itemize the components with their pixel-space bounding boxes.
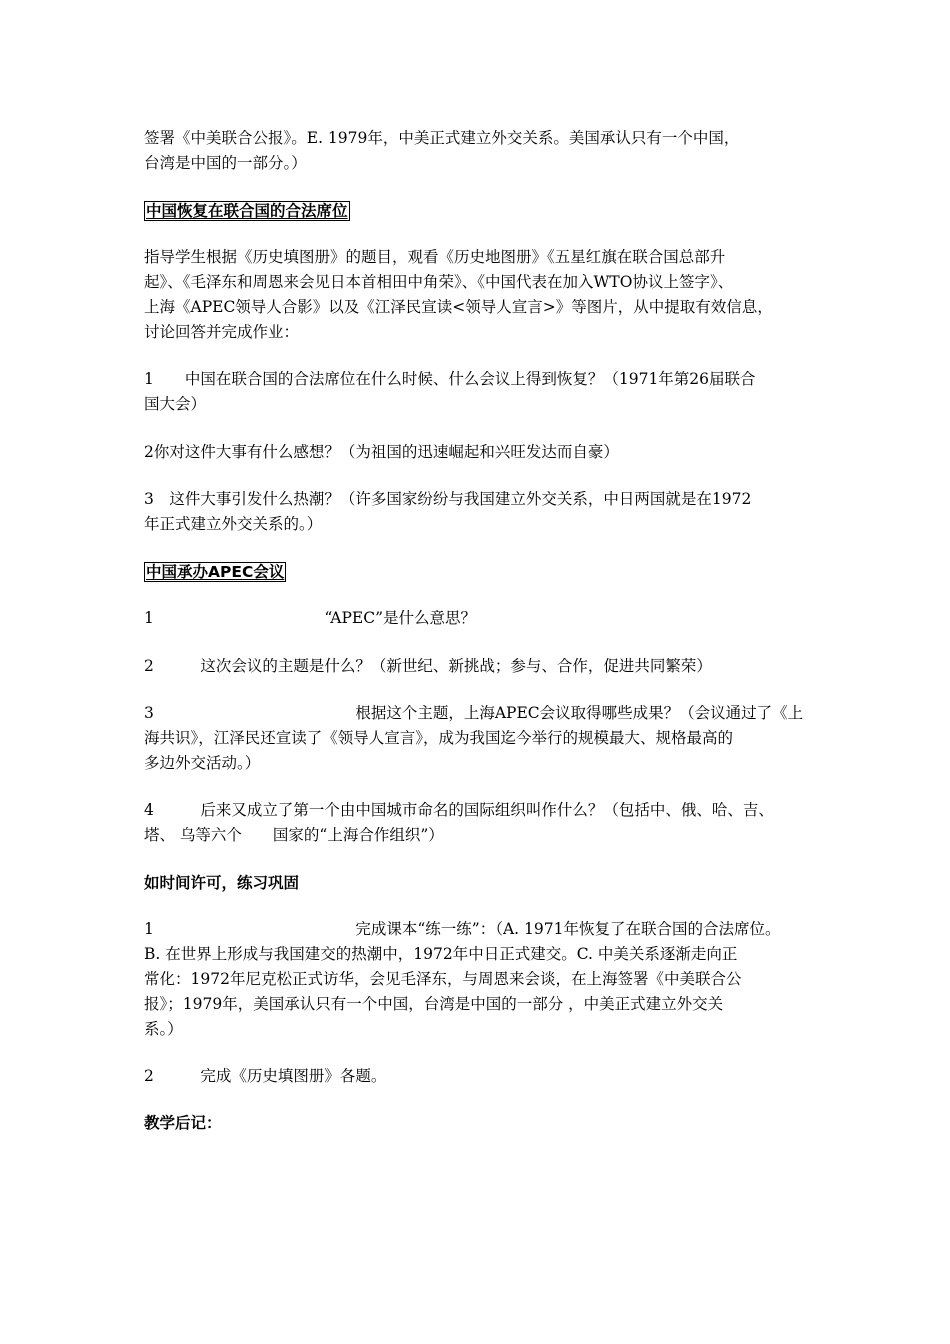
s2-question-4-line-1: 4 后来又成立了第一个由中国城市命名的国际组织叫作什么？（包括中、俄、哈、吉、	[144, 801, 774, 819]
section-heading-practice: 如时间许可，练习巩固	[144, 874, 300, 892]
s1-question-1-line-2: 国大会）	[144, 395, 207, 413]
s2-question-4-line-2: 塔、 乌等六个 国家的“上海合作组织”）	[144, 826, 444, 844]
section-heading-un-seat-text: 中国恢复在联合国的合法席位	[146, 202, 348, 220]
s2-question-3-line-3: 多边外交活动。）	[144, 754, 261, 772]
s3-question-1-line-1: 1 完成课本“练一练”：（A. 1971年恢复了在联合国的合法席位。	[144, 920, 781, 938]
guide-line-1: 指导学生根据《历史填图册》的题目，观看《历史地图册》《五星红旗在联合国总部升	[144, 248, 726, 266]
section-heading-un-seat	[144, 201, 350, 221]
s3-question-2: 2 完成《历史填图册》各题。	[144, 1067, 387, 1085]
s2-question-3-line-2: 海共识》，江泽民还宣读了《领导人宣言》，成为我国迄今举行的规模最大、规格最高的	[144, 729, 734, 747]
s2-question-1: 1 “APEC”是什么意思？	[144, 609, 477, 627]
s1-question-3-line-1: 3 这件大事引发什么热潮？（许多国家纷纷与我国建立外交关系，中日两国就是在1972	[144, 490, 752, 508]
guide-line-2: 起》、《毛泽东和周恩来会见日本首相田中角荣》、《中国代表在加入WTO协议上签字》、	[144, 273, 734, 291]
s2-question-3-line-1: 3 根据这个主题，上海APEC会议取得哪些成果？（会议通过了《上	[144, 704, 804, 722]
s1-question-3-line-2: 年正式建立外交关系的。）	[144, 515, 323, 533]
s1-question-2: 2你对这件大事有什么感想？（为祖国的迅速崛起和兴旺发达而自豪）	[144, 443, 619, 461]
s1-question-1-line-1: 1 中国在联合国的合法席位在什么时候、什么会议上得到恢复？（1971年第26届联合	[144, 370, 756, 388]
s3-question-1-line-2: B. 在世界上形成与我国建交的热潮中，1972年中日正式建交。C. 中美关系逐渐走向正	[144, 945, 738, 963]
guide-line-4: 讨论回答并完成作业：	[144, 323, 300, 341]
s2-question-2: 2 这次会议的主题是什么？（新世纪、新挑战；参与、合作，促进共同繁荣）	[144, 657, 712, 675]
guide-line-3: 上海《APEC领导人合影》以及《江泽民宣读<领导人宣言>》等图片，从中提取有效信息，	[144, 298, 773, 316]
s3-question-1-line-3: 常化：1972年尼克松正式访华，会见毛泽东，与周恩来会谈，在上海签署《中美联合公	[144, 970, 742, 988]
afterword-heading: 教学后记：	[144, 1114, 222, 1132]
intro-line-2: 台湾是中国的一部分。）	[144, 154, 307, 172]
s3-question-1-line-4: 报》；1979年，美国承认只有一个中国，台湾是中国的一部分 ，中美正式建立外交关	[144, 995, 724, 1013]
s3-question-1-line-5: 系。）	[144, 1020, 183, 1038]
intro-line-1: 签署《中美联合公报》。E. 1979年，中美正式建立外交关系。美国承认只有一个中国，	[144, 129, 740, 147]
section-heading-apec	[144, 562, 286, 582]
section-heading-apec-text: 中国承办APEC会议	[146, 563, 285, 581]
